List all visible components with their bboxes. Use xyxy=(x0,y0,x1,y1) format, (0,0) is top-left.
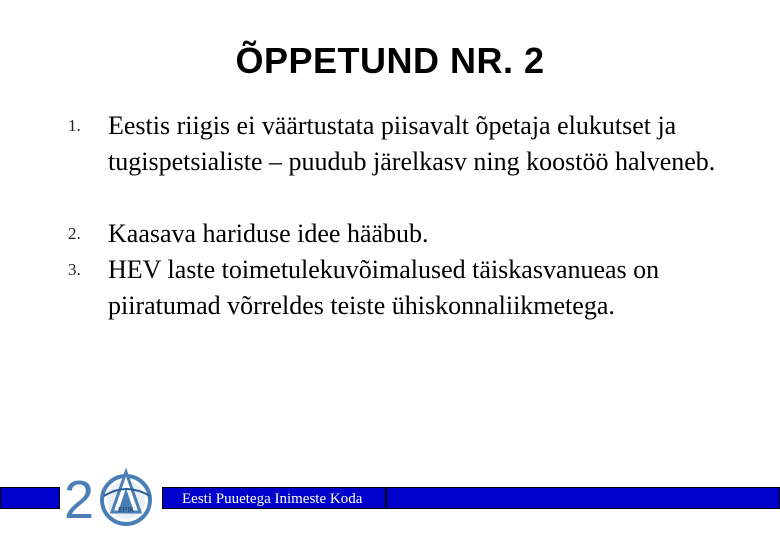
list-item xyxy=(60,252,740,324)
list-item xyxy=(60,108,740,216)
list-item-text: HEV laste toimetulekuvõimalused täiskasvanueas on piiratumad võrreldes teiste ühiskonnaliikmetega. xyxy=(108,255,660,320)
anniversary-logo-icon xyxy=(64,462,162,526)
logo-emblem xyxy=(102,472,150,524)
list-item-text: Eestis riigis ei väärtustata piisavalt õpetaja elukutset ja tugispetsialiste – puudub järelkasv ning koostöö halveneb. xyxy=(108,111,716,176)
logo-emblem-text: EPIK xyxy=(118,507,134,514)
list-item-number: 1. xyxy=(68,116,81,135)
list-item-text: Kaasava hariduse idee hääbub. xyxy=(108,219,429,248)
footer-organization: Eesti Puuetega Inimeste Koda xyxy=(162,487,386,509)
footer-bar-right xyxy=(386,487,780,509)
logo-digit-two: 2 xyxy=(64,470,95,526)
list-item-number: 3. xyxy=(68,260,81,279)
numbered-list xyxy=(60,108,740,324)
list-item xyxy=(60,216,740,252)
footer-bar-left xyxy=(0,487,60,509)
list-item-number: 2. xyxy=(68,224,81,243)
slide-title: ÕPPETUND NR. 2 xyxy=(235,40,545,81)
